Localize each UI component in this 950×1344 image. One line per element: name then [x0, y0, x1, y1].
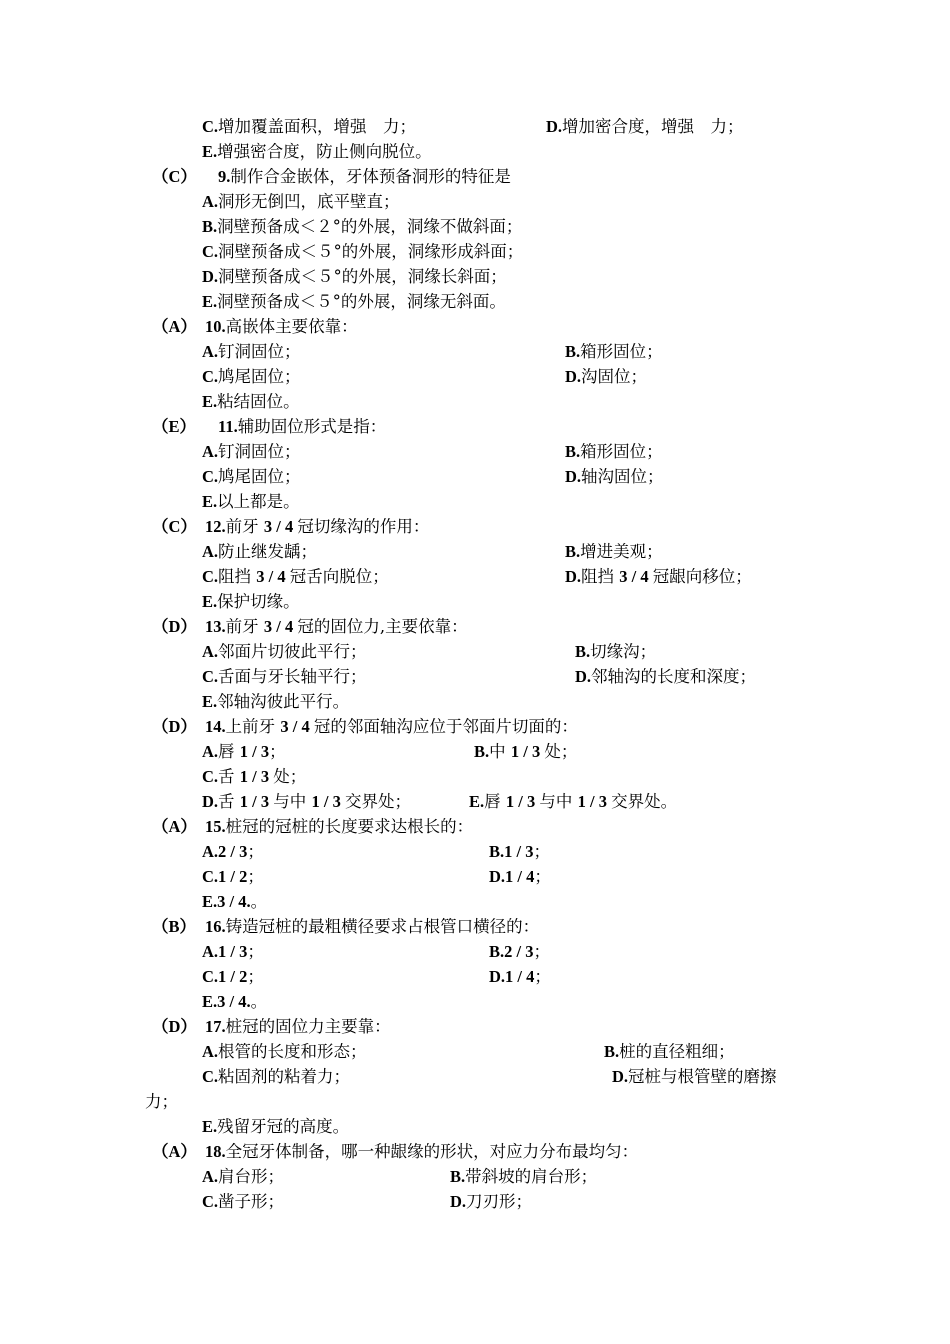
item-label: E.	[202, 692, 218, 711]
text-line	[0, 439, 950, 464]
item-label: B.	[202, 217, 218, 236]
option-text: B.增进美观；	[565, 542, 663, 561]
item-label: D.	[450, 1192, 467, 1211]
item-label: B.	[565, 442, 581, 461]
item-label: D.	[565, 467, 582, 486]
option-text: E.增强密合度，防止侧向脱位。	[202, 142, 432, 161]
item-label: A.	[202, 342, 219, 361]
option-text: E.邻轴沟彼此平行。	[202, 692, 350, 711]
option-text: C.粘固剂的粘着力；	[202, 1067, 351, 1086]
option-text: D.冠桩与根管壁的磨擦	[612, 1067, 777, 1086]
item-label: B.	[474, 742, 490, 761]
option-text: E.残留牙冠的高度。	[202, 1117, 350, 1136]
text-line	[0, 1039, 950, 1064]
option-text: B.箱形固位；	[565, 442, 663, 461]
text-line	[0, 414, 950, 439]
option-text: D.沟固位；	[565, 367, 648, 386]
text-line	[0, 739, 950, 764]
text-line	[0, 139, 950, 164]
text-line	[0, 339, 950, 364]
question-stem: 12.前牙 3 / 4 冠切缘沟的作用：	[205, 517, 430, 536]
text-line	[0, 939, 950, 964]
option-text: E.唇 1 / 3 与中 1 / 3 交界处。	[469, 792, 678, 811]
option-text: C.凿子形；	[202, 1192, 285, 1211]
option-text: C.增加覆盖面积，增强 力；	[202, 117, 417, 136]
item-label: E.	[202, 392, 218, 411]
item-label: B.	[489, 842, 505, 861]
option-text: D.1 / 4；	[489, 867, 551, 886]
option-text: C.1 / 2；	[202, 967, 264, 986]
text-line	[0, 389, 950, 414]
item-label: C.	[202, 867, 219, 886]
text-line	[0, 664, 950, 689]
item-label: C.	[202, 242, 219, 261]
option-text: A.2 / 3；	[202, 842, 264, 861]
item-label: D.	[565, 567, 582, 586]
text-line	[0, 189, 950, 214]
option-text: A.根管的长度和形态；	[202, 1042, 367, 1061]
option-text: D.1 / 4；	[489, 967, 551, 986]
text-line	[0, 1114, 950, 1139]
answer-key: （D）	[152, 1017, 197, 1036]
text-line	[0, 264, 950, 289]
item-label: B.	[450, 1167, 466, 1186]
text-line	[0, 639, 950, 664]
text-line	[0, 164, 950, 189]
item-label: C.	[202, 1192, 219, 1211]
item-label: E.	[202, 142, 218, 161]
option-text: B.带斜坡的肩台形；	[450, 1167, 598, 1186]
option-text: B.中 1 / 3 处；	[474, 742, 578, 761]
option-text: B.桩的直径粗细；	[604, 1042, 735, 1061]
item-label: 11.	[218, 417, 238, 436]
text-line	[0, 864, 950, 889]
item-label: E.	[469, 792, 485, 811]
option-text: A.防止继发龋；	[202, 542, 318, 561]
option-text: A.钉洞固位；	[202, 342, 301, 361]
item-label: A.	[202, 442, 219, 461]
text-line	[0, 839, 950, 864]
item-label: A.	[202, 742, 219, 761]
item-label: 13.	[205, 617, 226, 636]
option-text: A.洞形无倒凹，底平壁直；	[202, 192, 400, 211]
text-line	[0, 789, 950, 814]
answer-key: （A）	[152, 817, 197, 836]
item-label: D.	[489, 867, 506, 886]
item-label: E.	[202, 1117, 218, 1136]
answer-key: （C）	[152, 517, 197, 536]
item-label: C.	[202, 567, 219, 586]
item-label: D.	[612, 1067, 629, 1086]
text-line	[0, 964, 950, 989]
question-stem: 18.全冠牙体制备，哪一种龈缘的形状，对应力分布最均匀：	[205, 1142, 639, 1161]
item-label: A.	[202, 1167, 219, 1186]
option-text: B.1 / 3；	[489, 842, 550, 861]
item-label: 12.	[205, 517, 226, 536]
item-label: B.	[604, 1042, 620, 1061]
item-label: A.	[202, 1042, 219, 1061]
option-text: D.洞壁预备成＜５°的外展，洞缘长斜面；	[202, 267, 507, 286]
text-line	[0, 539, 950, 564]
text-line	[0, 689, 950, 714]
text-line	[0, 1064, 950, 1089]
item-label: D.	[489, 967, 506, 986]
item-label: D.	[202, 267, 219, 286]
text-line	[0, 1139, 950, 1164]
text-line	[0, 464, 950, 489]
option-text: A.1 / 3；	[202, 942, 264, 961]
item-label: D.	[565, 367, 582, 386]
text-line	[0, 514, 950, 539]
option-text: C.舌 1 / 3 处；	[202, 767, 307, 786]
option-text: D.轴沟固位；	[565, 467, 664, 486]
item-label: A.	[202, 842, 219, 861]
question-stem: 14.上前牙 3 / 4 冠的邻面轴沟应位于邻面片切面的：	[205, 717, 578, 736]
option-text: B.切缘沟；	[575, 642, 657, 661]
text-line	[0, 1014, 950, 1039]
text-line	[0, 914, 950, 939]
item-label: D.	[546, 117, 563, 136]
item-label: E.	[202, 892, 218, 911]
option-text: C.鸠尾固位；	[202, 367, 301, 386]
item-label: 15.	[205, 817, 226, 836]
option-text: E.3 / 4.。	[202, 992, 268, 1011]
item-label: B.	[565, 342, 581, 361]
option-text: 力；	[145, 1092, 178, 1111]
option-text: B.箱形固位；	[565, 342, 663, 361]
question-stem: 17.桩冠的固位力主要靠：	[205, 1017, 391, 1036]
answer-key: （E）	[152, 417, 197, 436]
text-line	[0, 1089, 950, 1114]
answer-key: （D）	[152, 717, 197, 736]
item-label: C.	[202, 667, 219, 686]
option-text: E.3 / 4.。	[202, 892, 268, 911]
question-stem: 9.制作合金嵌体，牙体预备洞形的特征是	[218, 167, 511, 186]
text-line	[0, 1189, 950, 1214]
option-text: D.邻轴沟的长度和深度；	[575, 667, 757, 686]
text-line	[0, 239, 950, 264]
text-line	[0, 289, 950, 314]
option-text: D.舌 1 / 3 与中 1 / 3 交界处；	[202, 792, 411, 811]
option-text: A.钉洞固位；	[202, 442, 301, 461]
option-text: B.洞壁预备成＜２°的外展，洞缘不做斜面；	[202, 217, 523, 236]
option-text: C.鸠尾固位；	[202, 467, 301, 486]
question-stem: 15.桩冠的冠桩的长度要求达根长的：	[205, 817, 474, 836]
item-label: B.	[565, 542, 581, 561]
text-line	[0, 889, 950, 914]
item-label: A.	[202, 642, 219, 661]
item-label: A.	[202, 942, 219, 961]
option-text: E.粘结固位。	[202, 392, 300, 411]
option-text: A.唇 1 / 3；	[202, 742, 286, 761]
item-label: 18.	[205, 1142, 226, 1161]
answer-key: （A）	[152, 1142, 197, 1161]
item-label: E.	[202, 492, 218, 511]
option-text: E.保护切缘。	[202, 592, 300, 611]
text-line	[0, 489, 950, 514]
question-stem: 11.辅助固位形式是指：	[218, 417, 387, 436]
item-label: C.	[202, 367, 219, 386]
item-label: 16.	[205, 917, 226, 936]
item-label: B.	[489, 942, 505, 961]
text-line	[0, 564, 950, 589]
text-line	[0, 989, 950, 1014]
text-line	[0, 214, 950, 239]
question-stem: 16.铸造冠桩的最粗横径要求占根管口横径的：	[205, 917, 540, 936]
option-text: D.刀刃形；	[450, 1192, 533, 1211]
item-label: 10.	[205, 317, 226, 336]
text-line	[0, 589, 950, 614]
item-label: C.	[202, 967, 219, 986]
item-label: A.	[202, 542, 219, 561]
item-label: D.	[202, 792, 219, 811]
item-label: D.	[575, 667, 592, 686]
question-stem: 13.前牙 3 / 4 冠的固位力,主要依靠：	[205, 617, 468, 636]
item-label: 14.	[205, 717, 226, 736]
item-label: C.	[202, 467, 219, 486]
option-text: C.1 / 2；	[202, 867, 264, 886]
text-line	[0, 364, 950, 389]
option-text: A.肩台形；	[202, 1167, 285, 1186]
option-text: C.舌面与牙长轴平行；	[202, 667, 367, 686]
text-line	[0, 314, 950, 339]
item-label: E.	[202, 592, 218, 611]
option-text: E.洞壁预备成＜５°的外展，洞缘无斜面。	[202, 292, 506, 311]
item-label: E.	[202, 992, 218, 1011]
item-label: A.	[202, 192, 219, 211]
item-label: C.	[202, 767, 219, 786]
option-text: D.增加密合度，增强 力；	[546, 117, 744, 136]
text-line	[0, 114, 950, 139]
item-label: C.	[202, 1067, 219, 1086]
answer-key: （B）	[152, 917, 197, 936]
option-text: D.阻挡 3 / 4 冠龈向移位；	[565, 567, 752, 586]
option-text: A.邻面片切彼此平行；	[202, 642, 367, 661]
option-text: C.洞壁预备成＜５°的外展，洞缘形成斜面；	[202, 242, 524, 261]
option-text: B.2 / 3；	[489, 942, 550, 961]
text-line	[0, 614, 950, 639]
text-line	[0, 764, 950, 789]
option-text: E.以上都是。	[202, 492, 300, 511]
text-line	[0, 714, 950, 739]
answer-key: （C）	[152, 167, 197, 186]
item-label: B.	[575, 642, 591, 661]
text-line	[0, 1164, 950, 1189]
text-line	[0, 814, 950, 839]
item-label: 9.	[218, 167, 231, 186]
item-label: E.	[202, 292, 218, 311]
item-label: 17.	[205, 1017, 226, 1036]
item-label: C.	[202, 117, 219, 136]
answer-key: （A）	[152, 317, 197, 336]
question-stem: 10.高嵌体主要依靠：	[205, 317, 358, 336]
option-text: C.阻挡 3 / 4 冠舌向脱位；	[202, 567, 389, 586]
answer-key: （D）	[152, 617, 197, 636]
